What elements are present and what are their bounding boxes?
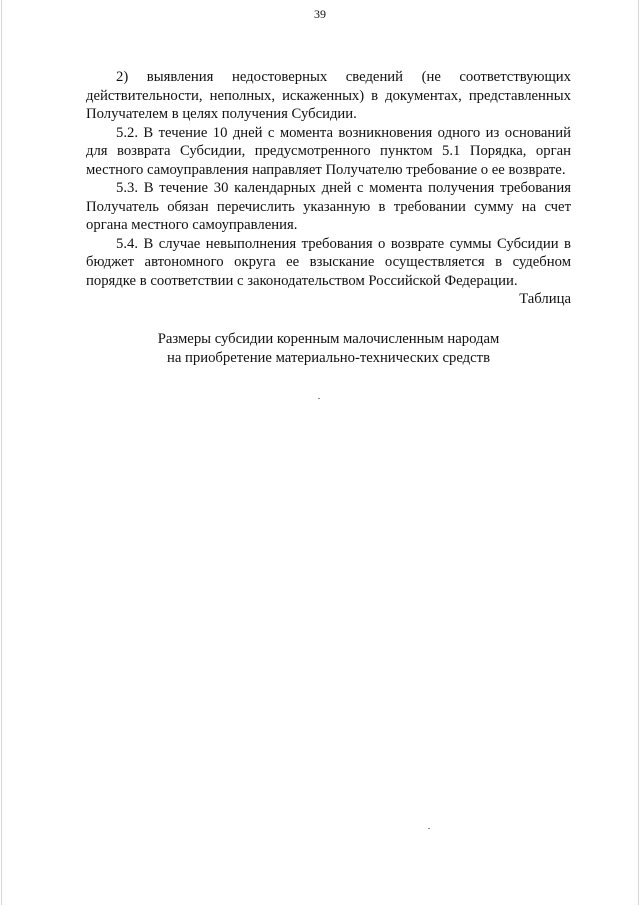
page-number: 39 (314, 7, 326, 21)
document-body (86, 68, 571, 368)
scan-speck (318, 398, 320, 399)
paragraph-5-3: 5.3. В течение 30 календарных дней с момента получения требования Получатель обязан перечислить указанную в требовании сумму на счет органа местного самоуправления. (86, 180, 571, 233)
paragraph-5-4: 5.4. В случае невыполнения требования о возврате суммы Субсидии в бюджет автономного округа ее взыскание осуществляется в судебном порядке в соответствии с законодательством Российской Федерации. (86, 235, 571, 289)
table-title (86, 330, 571, 368)
table-label: Таблица (519, 291, 571, 307)
scan-speck (428, 828, 430, 829)
paragraph-item-2: 2) выявления недостоверных сведений (не соответствующих действительности, неполных, искаженных) в документах, представленных Получателем в целях получения Субсидии. (86, 69, 571, 122)
scan-edge-left (1, 0, 2, 905)
table-title-line-2: на приобретение материально-технических средств (166, 349, 491, 366)
scan-edge-right (638, 0, 639, 905)
paragraph-5-2: 5.2. В течение 10 дней с момента возникновения одного из оснований для возврата Субсидии, предусмотренного пунктом 5.1 Порядка, орган местного самоуправления направляет Получателю требование о ее возврате. (86, 124, 571, 178)
table-title-line-1: Размеры субсидии коренным малочисленным народам (157, 330, 500, 347)
